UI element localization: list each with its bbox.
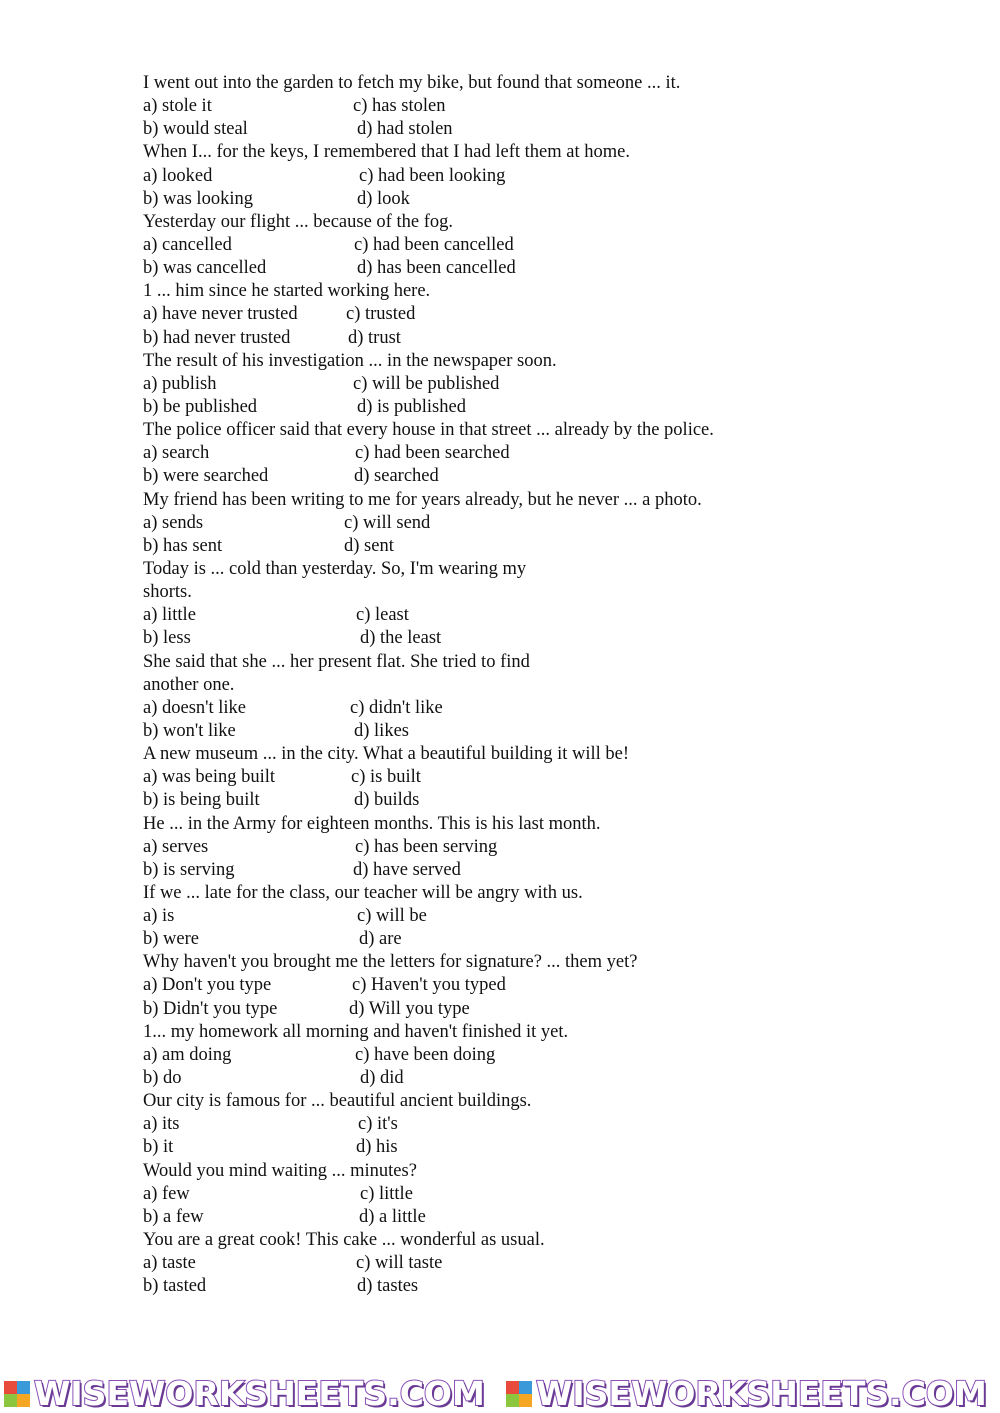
question-block: [143, 72, 943, 141]
question-text: shorts.: [143, 582, 192, 603]
question-text: 1... my homework all morning and haven't finished it yet.: [143, 1021, 569, 1042]
question-block: [143, 1090, 943, 1159]
question-block: [143, 951, 943, 1020]
option-a[interactable]: a) little: [143, 605, 196, 626]
question-text: She said that she ... her present flat. She tried to find: [143, 651, 530, 672]
option-d[interactable]: d) had stolen: [357, 119, 453, 140]
question-block: [143, 211, 943, 280]
option-d[interactable]: d) is published: [357, 396, 466, 417]
option-a[interactable]: a) Don't you type: [143, 975, 272, 996]
question-text: If we ... late for the class, our teacher will be angry with us.: [143, 882, 583, 903]
question-text: A new museum ... in the city. What a beautiful building it will be!: [143, 744, 630, 765]
options-row: [143, 1067, 943, 1090]
option-b[interactable]: b) would steal: [143, 119, 248, 140]
question-text: Today is ... cold than yesterday. So, I'm wearing my: [143, 558, 527, 579]
worksheet-body: [143, 72, 943, 1298]
options-row: [143, 697, 943, 720]
options-row: [143, 465, 943, 488]
options-row: [143, 165, 943, 188]
option-d[interactable]: d) searched: [354, 466, 439, 487]
option-d[interactable]: d) has been cancelled: [357, 258, 516, 279]
option-a[interactable]: a) cancelled: [143, 234, 232, 255]
option-c[interactable]: c) trusted: [346, 304, 416, 325]
brand-text: WISEWORKSHEETS.COM: [536, 1374, 987, 1413]
options-row: [143, 720, 943, 743]
option-c[interactable]: c) will taste: [356, 1253, 443, 1274]
options-row: [143, 1183, 943, 1206]
option-a[interactable]: a) search: [143, 443, 210, 464]
logo-square-red: [4, 1381, 17, 1394]
options-row: [143, 604, 943, 627]
option-d[interactable]: d) builds: [354, 790, 420, 811]
option-a[interactable]: a) have never trusted: [143, 304, 298, 325]
option-c[interactable]: c) Haven't you typed: [352, 975, 506, 996]
option-b[interactable]: b) were searched: [143, 466, 269, 487]
logo-square-orange: [519, 1394, 532, 1407]
option-b[interactable]: b) tasted: [143, 1276, 207, 1297]
logo-square-orange: [17, 1394, 30, 1407]
option-d[interactable]: d) did: [360, 1068, 404, 1089]
options-row: [143, 234, 943, 257]
options-row: [143, 1275, 943, 1298]
logo-square-blue: [17, 1381, 30, 1394]
options-row: [143, 1113, 943, 1136]
options-row: [143, 535, 943, 558]
question-block: [143, 1229, 943, 1298]
logo-icon: [4, 1381, 30, 1407]
question-block: [143, 1021, 943, 1090]
option-b[interactable]: b) be published: [143, 396, 258, 417]
option-c[interactable]: c) didn't like: [350, 697, 443, 718]
option-d[interactable]: d) are: [359, 929, 402, 950]
question-block: [143, 350, 943, 419]
option-b[interactable]: b) it: [143, 1137, 174, 1158]
option-b[interactable]: b) is serving: [143, 859, 235, 880]
question-text: Why haven't you brought me the letters for signature? ... them yet?: [143, 952, 638, 973]
logo-square-blue: [519, 1381, 532, 1394]
options-row: [143, 998, 943, 1021]
options-row: [143, 766, 943, 789]
question-block: [143, 1160, 943, 1229]
option-c[interactable]: c) has been serving: [355, 836, 498, 857]
option-c[interactable]: c) have been doing: [355, 1044, 496, 1065]
option-b[interactable]: b) is being built: [143, 790, 260, 811]
option-a[interactable]: a) sends: [143, 512, 204, 533]
question-block: [143, 558, 943, 651]
option-b[interactable]: b) has sent: [143, 535, 223, 556]
option-b[interactable]: b) a few: [143, 1206, 204, 1227]
option-a[interactable]: a) its: [143, 1114, 180, 1135]
question-block: [143, 651, 943, 744]
option-b[interactable]: b) won't like: [143, 720, 236, 741]
option-a[interactable]: a) is: [143, 906, 175, 927]
options-row: [143, 442, 943, 465]
logo-icon: [506, 1381, 532, 1407]
option-d[interactable]: d) his: [356, 1137, 398, 1158]
option-b[interactable]: b) was looking: [143, 188, 253, 209]
option-b[interactable]: b) less: [143, 628, 191, 649]
options-row: [143, 512, 943, 535]
option-c[interactable]: c) had been searched: [355, 443, 510, 464]
option-c[interactable]: c) has stolen: [353, 96, 446, 117]
options-row: [143, 1206, 943, 1229]
option-a[interactable]: a) looked: [143, 165, 213, 186]
option-b[interactable]: b) were: [143, 929, 199, 950]
question-text: Would you mind waiting ... minutes?: [143, 1160, 417, 1181]
options-row: [143, 303, 943, 326]
question-block: [143, 280, 943, 349]
option-d[interactable]: d) a little: [359, 1206, 426, 1227]
options-row: [143, 836, 943, 859]
option-c[interactable]: c) will send: [344, 512, 431, 533]
option-a[interactable]: a) am doing: [143, 1044, 232, 1065]
option-a[interactable]: a) stole it: [143, 96, 212, 117]
question-block: [143, 419, 943, 488]
option-d[interactable]: d) Will you type: [349, 998, 470, 1019]
option-a[interactable]: a) was being built: [143, 767, 276, 788]
option-b[interactable]: b) had never trusted: [143, 327, 291, 348]
option-b[interactable]: b) do: [143, 1068, 182, 1089]
question-text: He ... in the Army for eighteen months. This is his last month.: [143, 813, 601, 834]
brand-text: WISEWORKSHEETS.COM: [34, 1374, 485, 1413]
options-row: [143, 257, 943, 280]
options-row: [143, 118, 943, 141]
question-text: You are a great cook! This cake ... wonderful as usual.: [143, 1230, 545, 1251]
question-text: another one.: [143, 674, 235, 695]
options-row: [143, 905, 943, 928]
option-c[interactable]: c) had been looking: [359, 165, 506, 186]
options-row: [143, 327, 943, 350]
options-row: [143, 188, 943, 211]
options-row: [143, 859, 943, 882]
question-block: [143, 141, 943, 210]
option-a[interactable]: a) few: [143, 1183, 190, 1204]
option-c[interactable]: c) it's: [358, 1114, 398, 1135]
option-b[interactable]: b) was cancelled: [143, 258, 267, 279]
option-a[interactable]: a) publish: [143, 373, 217, 394]
footer-watermark: [0, 1376, 1000, 1413]
brand-logo-right: [506, 1374, 987, 1413]
options-row: [143, 1044, 943, 1067]
options-row: [143, 1252, 943, 1275]
question-text: My friend has been writing to me for years already, but he never ... a photo.: [143, 489, 702, 510]
option-c[interactable]: c) will be published: [353, 373, 500, 394]
brand-logo-left: [4, 1374, 485, 1413]
options-row: [143, 974, 943, 997]
option-a[interactable]: a) taste: [143, 1253, 196, 1274]
question-block: [143, 489, 943, 558]
option-c[interactable]: c) is built: [351, 767, 421, 788]
option-d[interactable]: d) the least: [360, 628, 442, 649]
logo-square-green: [506, 1394, 519, 1407]
question-text: When I... for the keys, I remembered that I had left them at home.: [143, 142, 630, 163]
question-text: Yesterday our flight ... because of the fog.: [143, 211, 453, 232]
question-text: The result of his investigation ... in the newspaper soon.: [143, 350, 557, 371]
options-row: [143, 373, 943, 396]
question-block: [143, 813, 943, 882]
question-text: Our city is famous for ... beautiful ancient buildings.: [143, 1091, 532, 1112]
logo-square-red: [506, 1381, 519, 1394]
options-row: [143, 627, 943, 650]
options-row: [143, 396, 943, 419]
options-row: [143, 95, 943, 118]
option-c[interactable]: c) least: [356, 605, 409, 626]
question-text: The police officer said that every house in that street ... already by the police.: [143, 420, 714, 441]
option-c[interactable]: c) little: [360, 1183, 413, 1204]
option-c[interactable]: c) had been cancelled: [354, 234, 514, 255]
logo-square-green: [4, 1394, 17, 1407]
question-block: [143, 882, 943, 951]
question-text: 1 ... him since he started working here.: [143, 281, 431, 302]
question-block: [143, 743, 943, 812]
option-d[interactable]: d) have served: [353, 859, 461, 880]
option-a[interactable]: a) serves: [143, 836, 209, 857]
options-row: [143, 928, 943, 951]
option-b[interactable]: b) Didn't you type: [143, 998, 278, 1019]
options-row: [143, 789, 943, 812]
option-d[interactable]: d) tastes: [357, 1276, 419, 1297]
option-d[interactable]: d) trust: [348, 327, 401, 348]
option-a[interactable]: a) doesn't like: [143, 697, 246, 718]
option-d[interactable]: d) sent: [344, 535, 394, 556]
options-row: [143, 1136, 943, 1159]
option-d[interactable]: d) look: [357, 188, 410, 209]
question-text: I went out into the garden to fetch my bike, but found that someone ... it.: [143, 73, 681, 93]
option-c[interactable]: c) will be: [357, 906, 427, 927]
option-d[interactable]: d) likes: [354, 720, 409, 741]
